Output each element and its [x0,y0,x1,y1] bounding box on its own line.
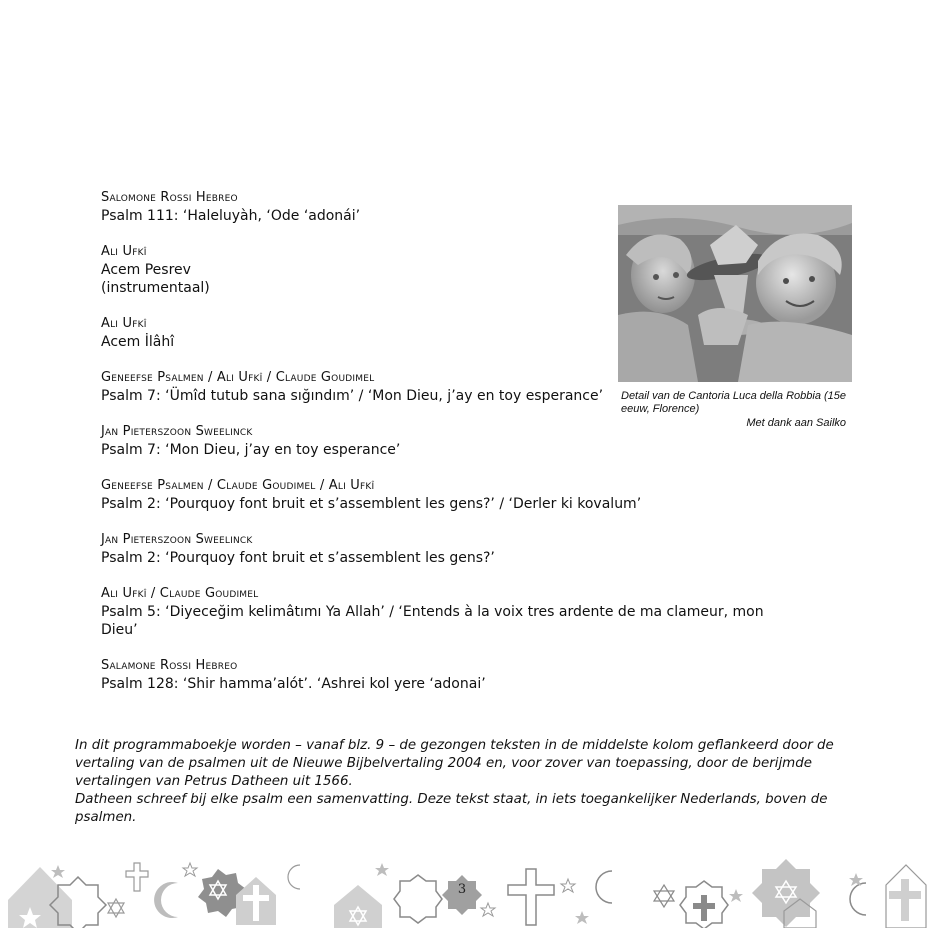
work-title: Acem İlâhî [101,334,175,350]
octagram-icon [394,875,442,923]
house-shape-icon [8,867,72,928]
relief-photo [618,205,852,382]
work-title: Psalm 7: ‘Mon Dieu, j’ay en toy esperance’ [101,442,401,458]
composer-name: Geneefse Psalmen / Ali Ufkî / Claude Goudimel [101,370,375,385]
composer-name: Ali Ufkî [101,316,147,331]
crescent-icon [154,882,178,918]
work-title: Psalm 5: ‘Diyeceğim kelimâtımı Ya Allah’ / ‘Entends à la voix tres ardente de ma clameur, mon Dieu’ [101,604,764,638]
work-title: Psalm 7: ‘Ümîd tutub sana sığındım’ / ‘Mon Dieu, j’ay en toy esperance’ [101,388,604,404]
composer-name: Jan Pieterszoon Sweelinck [101,424,253,439]
work-title: Psalm 2: ‘Pourquoy font bruit et s’assemblent les gens?’ / ‘Derler ki kovalum’ [101,496,642,512]
composer-name: Ali Ufkî / Claude Goudimel [101,586,259,601]
crescent-icon [288,865,300,889]
cross-icon [126,863,148,891]
program-entry [101,657,801,693]
cross-icon [508,869,554,925]
star-icon [51,863,197,878]
composer-name: Geneefse Psalmen / Claude Goudimel / Ali Ufkî [101,478,375,493]
star-of-david-icon [654,885,674,907]
star-icon [729,889,743,902]
program-entry [101,477,801,513]
octagram-icon [752,859,820,927]
program-entry [101,531,801,567]
house-shape-icon [334,885,382,928]
house-shape-icon [236,877,276,925]
work-title: Psalm 111: ‘Haleluyàh, ‘Ode ‘adonái’ [101,208,361,224]
work-note: (instrumentaal) [101,280,210,296]
note-paragraph: In dit programmaboekje worden – vanaf blz. 9 – de gezongen teksten in de middelste kolom geflankeerd door de vertaling van de psalmen uit de Nieuwe Bijbelvertaling 2004 en, voor zover van toepassing, door de berijmde vertalingen van Petrus Datheen uit 1566. [75,738,834,789]
editorial-note [75,737,865,827]
work-title: Psalm 2: ‘Pourquoy font bruit et s’assemblent les gens?’ [101,550,495,566]
cross-icon [886,865,926,928]
figure-credit: Met dank aan Sailko [746,417,846,429]
octagram-icon [680,881,728,928]
crescent-icon [850,883,866,915]
star-icon [561,879,589,924]
composer-name: Jan Pieterszoon Sweelinck [101,532,253,547]
composer-name: Ali Ufkî [101,244,147,259]
star-of-david-icon [108,899,124,917]
work-title: Psalm 128: ‘Shir hamma’alót’. ‘Ashrei kol yere ‘adonai’ [101,676,486,692]
figure-caption: Detail van de Cantoria Luca della Robbia (15e eeuw, Florence) [621,390,847,415]
work-title: Acem Pesrev [101,262,191,278]
composer-name: Salamone Rossi Hebreo [101,658,238,673]
program-entry [101,585,801,639]
composer-name: Salomone Rossi Hebreo [101,190,238,205]
star-icon [375,863,495,916]
figure [618,205,852,429]
crescent-icon [596,871,612,903]
page-number: 3 [457,882,467,897]
note-paragraph: Datheen schreef bij elke psalm een samenvatting. Deze tekst staat, in iets toegankelijker Nederlands, boven de psalmen. [75,792,828,825]
